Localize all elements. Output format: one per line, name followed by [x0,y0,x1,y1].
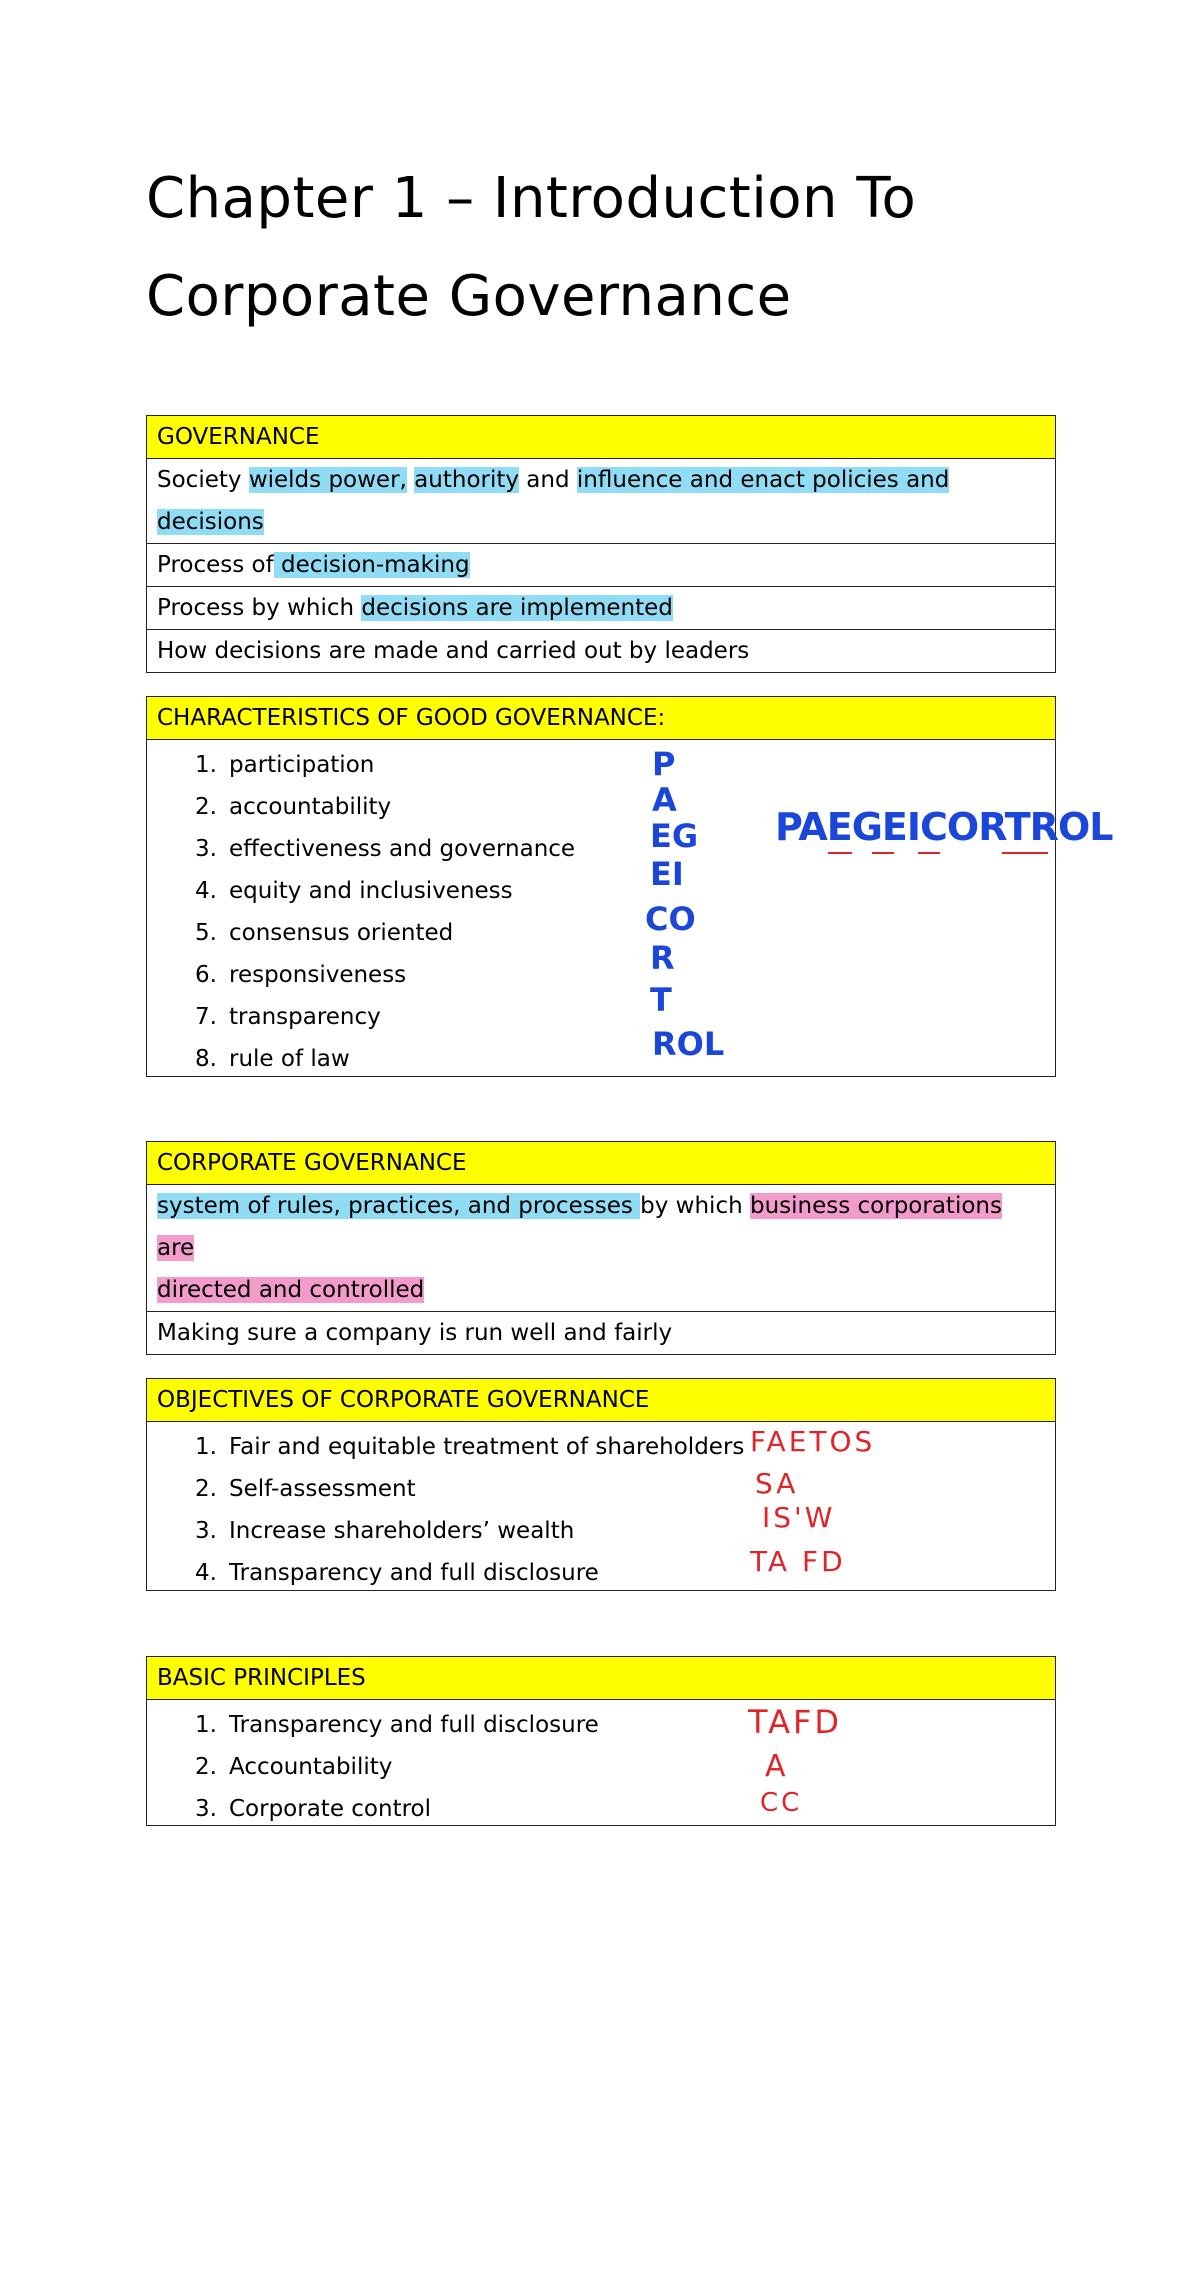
objectives-table [146,1378,1056,1591]
basic-principles-list [147,1700,1055,1830]
underline-mark [1002,852,1048,854]
highlight: decision-making [273,552,470,578]
governance-row-3: Process by which decisions are implemented [147,587,1055,630]
characteristics-header: CHARACTERISTICS OF GOOD GOVERNANCE: [147,697,1055,740]
corporate-governance-row-2: Making sure a company is run well and fairly [157,1320,673,1346]
highlight: business corporations are [157,1193,1002,1261]
list-item: 8. rule of law [195,1046,350,1072]
handwritten-note: EI [650,855,684,893]
highlight: system of rules, practices, and processes [157,1193,641,1219]
objectives-header: OBJECTIVES OF CORPORATE GOVERNANCE [147,1379,1055,1422]
handwritten-note: TAFD [748,1703,842,1741]
basic-principles-table [146,1656,1056,1826]
handwritten-note: CC [760,1788,803,1818]
characteristics-table [146,696,1056,1077]
list-item: 3. Increase shareholders’ wealth [195,1518,575,1544]
list-item: 6. responsiveness [195,962,407,988]
characteristics-list [147,740,1055,1080]
governance-table [146,415,1056,673]
governance-row-1: Society wields power, authority and influence and enact policies and decisions [147,459,1055,544]
handwritten-note: IS'W [762,1501,836,1534]
governance-header: GOVERNANCE [147,416,1055,459]
list-item: 4. equity and inclusiveness [195,878,513,904]
page-title [146,150,916,346]
list-item: 4. Transparency and full disclosure [195,1560,599,1586]
handwritten-note: T [650,981,672,1019]
handwritten-note: CO [645,900,696,938]
corporate-governance-header: CORPORATE GOVERNANCE [147,1142,1055,1185]
list-item: 1. participation [195,752,375,778]
list-item: 2. Accountability [195,1754,393,1780]
highlight: decisions are implemented [361,595,673,621]
highlight: influence and enact policies and decisions [157,467,950,535]
objectives-list [147,1422,1055,1594]
highlight: authority [414,467,519,493]
handwritten-note: SA [755,1467,799,1500]
handwritten-note: A [765,1749,789,1784]
list-item: 1. Fair and equitable treatment of shareholders [195,1434,745,1460]
corporate-governance-row-1: system of rules, practices, and processes by which business corporations are directed and controlled [147,1185,1055,1312]
handwritten-note: A [652,781,677,819]
governance-row-2: Process of decision-making [147,544,1055,587]
handwritten-note: P [652,745,676,783]
underline-mark [872,852,894,854]
list-item: 3. Corporate control [195,1796,432,1822]
governance-row-4: How decisions are made and carried out by leaders [157,638,750,664]
basic-principles-header: BASIC PRINCIPLES [147,1657,1055,1700]
handwritten-note: ROL [652,1025,725,1063]
highlight: directed and controlled [157,1277,425,1303]
list-item: 1. Transparency and full disclosure [195,1712,599,1738]
handwritten-note: TA FD [750,1545,846,1578]
list-item: 3. effectiveness and governance [195,836,576,862]
list-item: 5. consensus oriented [195,920,454,946]
handwritten-note: FAETOS [750,1425,876,1458]
list-item: 7. transparency [195,1004,381,1030]
list-item: 2. Self-assessment [195,1476,416,1502]
handwritten-note: EG [650,817,699,855]
page-title-line2: Corporate Governance [146,264,792,329]
handwritten-note: R [650,939,675,977]
highlight: wields power, [248,467,407,493]
corporate-governance-table [146,1141,1056,1355]
page-title-line1: Chapter 1 – Introduction To [146,166,917,231]
handwritten-mnemonic: PAEGEICORTROL [775,805,1113,849]
list-item: 2. accountability [195,794,392,820]
underline-mark [918,852,940,854]
underline-mark [828,852,852,854]
